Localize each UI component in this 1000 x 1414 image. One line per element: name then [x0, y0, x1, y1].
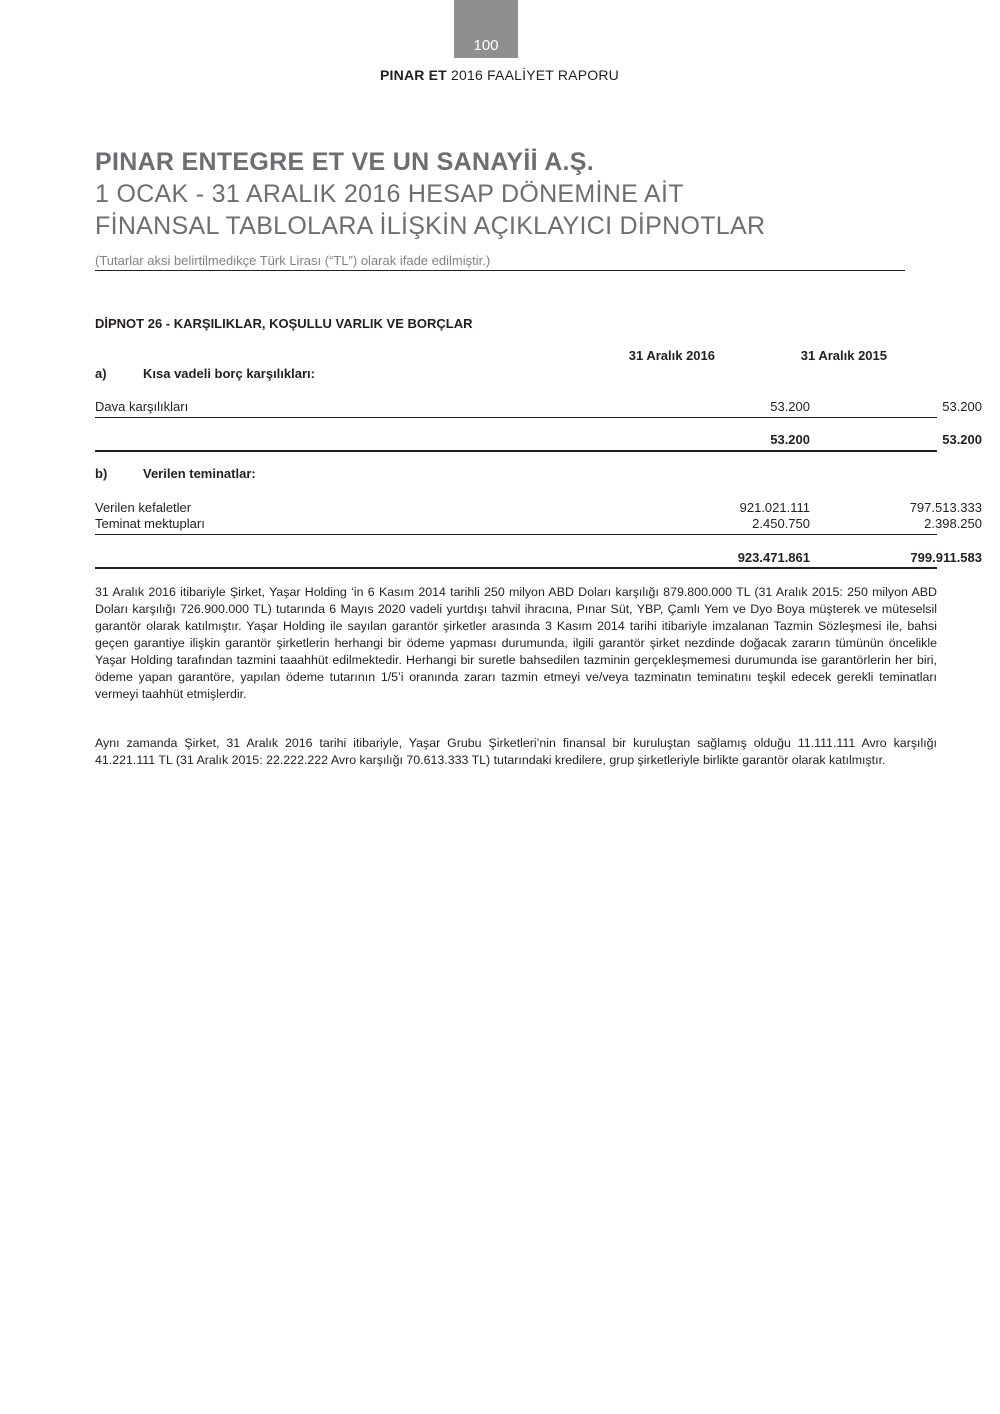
section-a-label: Kısa vadeli borç karşılıkları: [143, 366, 315, 381]
row-divider [95, 534, 937, 535]
table-row [95, 516, 982, 533]
value-2015: 53.200 [942, 399, 982, 414]
column-header-2015: 31 Aralık 2015 [800, 348, 887, 363]
paragraph: Aynı zamanda Şirket, 31 Aralık 2016 tarihi itibariyle, Yaşar Grubu Şirketleri’nin finansal bir kuruluştan sağlamış olduğu 11.111.111 Avro karşılığı 41.221.111 TL (31 Aralık 2015: 22.222.222 Avro karşılığı 70.613.333 TL) tutarındaki kredilere, grup şirketleriyle birlikte garantör olarak katılmıştır. [95, 736, 937, 767]
value-2016: 921.021.111 [739, 500, 810, 515]
section-b-letter: b) [95, 466, 108, 481]
report-title: 2016 FAALİYET RAPORU [451, 67, 619, 83]
note-title: DİPNOT 26 - KARŞILIKLAR, KOŞULLU VARLIK VE BORÇLAR [95, 316, 473, 331]
row-divider [95, 417, 937, 418]
total-row [95, 432, 982, 449]
total-divider [95, 567, 937, 569]
currency-subtitle: (Tutarlar aksi belirtilmedikçe Türk Lirası (“TL”) olarak ifade edilmiştir.) [95, 253, 491, 268]
row-label: Verilen kefaletler [95, 500, 192, 515]
total-2016: 923.471.861 [737, 550, 810, 565]
value-2016: 53.200 [770, 399, 810, 414]
period-title: 1 OCAK - 31 ARALIK 2016 HESAP DÖNEMİNE AİT [95, 180, 684, 208]
total-row [95, 550, 982, 567]
table-row [95, 500, 982, 517]
statement-title: FİNANSAL TABLOLARA İLİŞKİN AÇIKLAYICI DİPNOTLAR [95, 212, 766, 240]
title-divider [95, 270, 905, 271]
total-2016: 53.200 [770, 432, 810, 447]
total-2015: 799.911.583 [910, 550, 982, 565]
section-b-label: Verilen teminatlar: [143, 466, 256, 481]
page-number-tab [454, 0, 518, 58]
column-header-2016: 31 Aralık 2016 [628, 348, 715, 363]
value-2015: 797.513.333 [909, 500, 982, 515]
total-divider [95, 450, 937, 452]
total-2015: 53.200 [942, 432, 982, 447]
value-2015: 2.398.250 [924, 516, 982, 531]
section-a-letter: a) [95, 366, 107, 381]
table-row [95, 399, 982, 416]
report-header [380, 67, 619, 83]
row-label: Teminat mektupları [95, 516, 205, 531]
page-number: 100 [473, 37, 499, 54]
company-name: PINAR ENTEGRE ET VE UN SANAYİİ A.Ş. [95, 148, 595, 176]
value-2016: 2.450.750 [752, 516, 810, 531]
report-brand: PINAR ET [380, 67, 447, 83]
paragraph: 31 Aralık 2016 itibariyle Şirket, Yaşar Holding ‘in 6 Kasım 2014 tarihli 250 milyon ABD Doları karşılığı 879.800.000 TL (31 Aralık 2015: 250 milyon ABD Doları karşılığı 726.900.000 TL) tutarında 6 Mayıs 2020 vadeli yurtdışı tahvil ihracına, Pınar Süt, YBP, Çamlı Yem ve Dyo Boya müşterek ve müteselsil garantör olarak katılmıştır. Yaşar Holding ile sayılan garantör şirketler arasında 3 Kasım 2014 tarihi itibariyle imzalanan Tazmin Sözleşmesi ile, bahsi geçen garantiye ilişkin garantör şirketlerin herhangi bir ödeme yapması durumunda, ilgili garantör şirket nezdinde doğacak zararın tümünün öncelikle Yaşar Holding tarafından tazmini taaahhüt edilmektedir. Herhangi bir suretle bahsedilen tazminin gerçekleşmemesi durumunda ise garantörlerin her biri, ödeme yapan garantöre, yapılan ödeme tutarının 1/5’i oranında zararı tazmin etmeyi ve/veya tazminatın teminatını teşkil edecek gerekli teminatları vermeyi taahhüt etmişlerdir. [95, 585, 937, 701]
row-label: Dava karşılıkları [95, 399, 189, 414]
